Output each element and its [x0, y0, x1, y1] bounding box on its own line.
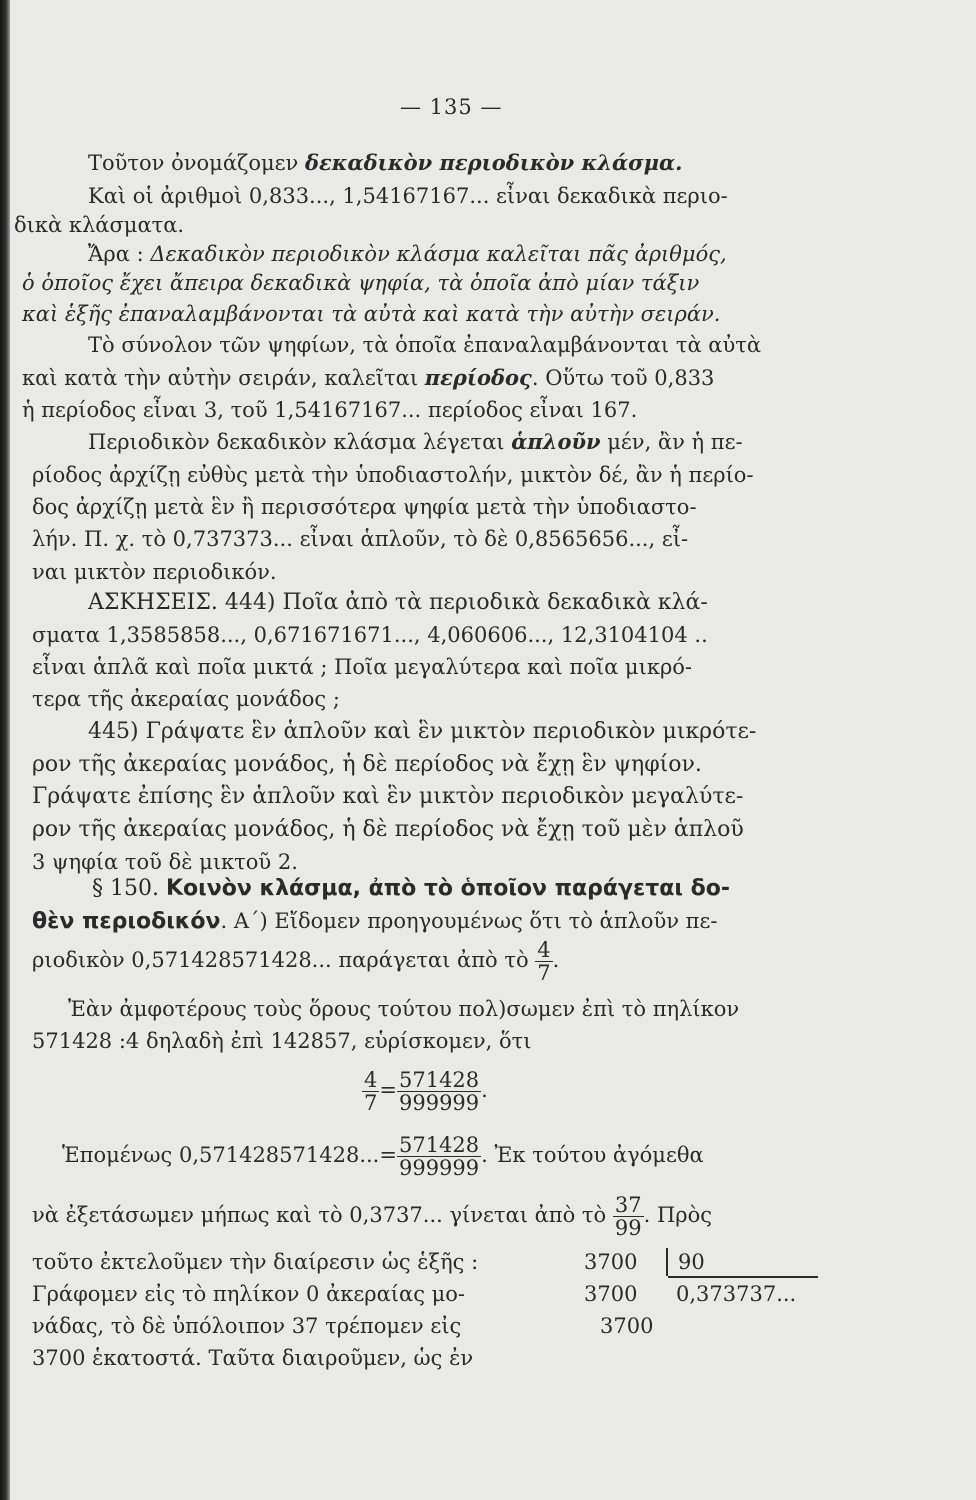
- division-row-2: 3700: [584, 1282, 638, 1306]
- section-heading: [92, 874, 730, 904]
- text-line: Γράφομεν εἰς τὸ πηλίκον 0 ἀκεραίας μο-: [32, 1282, 466, 1306]
- text-span: μέν, ἂν ἡ πε-: [600, 430, 743, 454]
- text-span: . Α΄) Εἴδομεν προηγουμένως ὅτι τὸ ἁπλοῦν πε-: [220, 909, 718, 933]
- text-span: Ἄρα :: [88, 242, 151, 266]
- text-line: τερα τῆς ἀκεραίας μονάδος ;: [32, 687, 340, 711]
- division-row-3: 3700: [600, 1314, 654, 1338]
- text-line: ρον τῆς ἀκεραίας μονάδος, ἡ δὲ περίοδος νὰ ἔχῃ ἓν ψηφίον.: [32, 752, 702, 777]
- text-line: ριοδικὸν 0,571428571428... παράγεται ἀπὸ τὸ $\frac{4}{7}$ .: [32, 938, 560, 985]
- fraction-37-99: $\frac{37}{99}$: [614, 1193, 642, 1240]
- text-line: σματα 1,3585858..., 0,671671671..., 4,060606..., 12,3104104 ..: [32, 623, 708, 647]
- text-line: νάδας, τὸ δὲ ὑπόλοιπον 37 τρέπομεν εἰς: [32, 1314, 462, 1338]
- definition-text: ὁ ὁποῖος ἔχει ἄπειρα δεκαδικὰ ψηφία, τὰ ὁποῖα ἀπὸ μίαν τάξιν: [22, 271, 700, 295]
- text-line: [32, 1185, 712, 1245]
- text-span: . Ἐκ τούτου ἀγόμεθα: [481, 1143, 704, 1167]
- text-span: Περιοδικὸν δεκαδικὸν κλάσμα λέγεται: [88, 430, 512, 454]
- text-line: Τὸ σύνολον τῶν ψηφίων, τὰ ὁποῖα ἐπαναλαμβάνονται τὰ αὐτὰ: [88, 333, 762, 357]
- text-line: Καὶ οἱ ἀριθμοὶ 0,833..., 1,54167167... εἶναι δεκαδικὰ περιο-: [88, 184, 728, 208]
- term-period: περίοδος: [424, 365, 532, 390]
- text-line: ἡ περίοδος εἶναι 3, τοῦ 1,54167167... περίοδος εἶναι 167.: [22, 398, 638, 422]
- fraction-571428-999999: $\frac{571428}{999999}$: [398, 1133, 480, 1180]
- text-line: ρίοδος ἀρχίζῃ εὐθὺς μετὰ τὴν ὑποδιαστολήν, μικτὸν δέ, ἂν ἡ περίο-: [32, 463, 754, 487]
- text-span: ριοδικὸν 0,571428571428... παράγεται ἀπὸ τὸ: [32, 948, 536, 972]
- definition-text: Δεκαδικὸν περιοδικὸν κλάσμα καλεῖται πᾶς ἀριθμός,: [150, 242, 727, 266]
- division-quotient: 0,373737...: [676, 1282, 797, 1306]
- page-binding-edge: [0, 0, 10, 1500]
- fraction-right: $\frac{571428}{999999}$: [398, 1068, 480, 1115]
- text-line: Γράψατε ἐπίσης ἓν ἁπλοῦν καὶ ἓν μικτὸν περιοδικὸν μεγαλύτε-: [32, 784, 744, 809]
- text-line: δικὰ κλάσματα.: [14, 213, 185, 237]
- book-page: [10, 0, 976, 1500]
- section-title: θὲν περιοδικόν: [32, 909, 221, 934]
- equals-sign: =: [379, 1078, 397, 1102]
- division-bracket: [666, 1248, 668, 1276]
- text-line: 3 ψηφία τοῦ δὲ μικτοῦ 2.: [32, 850, 298, 874]
- text-line: ρον τῆς ἀκεραίας μονάδος, ἡ δὲ περίοδος νὰ ἔχῃ τοῦ μὲν ἁπλοῦ: [32, 817, 744, 842]
- text-span: Ἑπομένως 0,571428571428...=: [62, 1143, 397, 1167]
- text-line: [88, 427, 743, 457]
- definition-line: [88, 239, 727, 269]
- text-span: . Πρὸς: [643, 1203, 713, 1227]
- text-line: 3700 ἑκατοστά. Ταῦτα διαιροῦμεν, ὡς ἐν: [32, 1346, 474, 1370]
- section-title: Κοινὸν κλάσμα, ἀπὸ τὸ ὁποῖον παράγεται δο-: [165, 876, 731, 901]
- text-line: εἶναι ἁπλᾶ καὶ ποῖα μικτά ; Ποῖα μεγαλύτερα καὶ ποῖα μικρό-: [32, 655, 693, 679]
- exercises-heading: ΑΣΚΗΣΕΙΣ. 444) Ποῖα ἀπὸ τὰ περιοδικὰ δεκαδικὰ κλά-: [88, 590, 708, 615]
- division-divisor: 90: [678, 1250, 705, 1274]
- text-line: ναι μικτὸν περιοδικόν.: [32, 560, 277, 584]
- page-number: — 135 —: [400, 95, 503, 119]
- text-line: λήν. Π. χ. τὸ 0,737373... εἶναι ἁπλοῦν, τὸ δὲ 0,8565656..., εἶ-: [32, 527, 689, 551]
- text-line: δος ἀρχίζῃ μετὰ ἓν ἢ περισσότερα ψηφία μετὰ τὴν ὑποδιαστο-: [32, 495, 697, 519]
- text-line: τοῦτο ἐκτελοῦμεν τὴν διαίρεσιν ὡς ἑξῆς :: [32, 1250, 479, 1274]
- definition-text: καὶ ἑξῆς ἐπαναλαμβάνονται τὰ αὐτὰ καὶ κατὰ τὴν αὐτὴν σειράν.: [22, 302, 721, 326]
- text-line: 571428 :4 δηλαδὴ ἐπὶ 142857, εὑρίσκομεν, ὅτι: [32, 1029, 532, 1053]
- text-span: καὶ κατὰ τὴν αὐτὴν σειράν, καλεῖται: [22, 366, 425, 390]
- fraction-left: $\frac{4}{7}$: [364, 1068, 378, 1115]
- text-span: . Οὕτω τοῦ 0,833: [531, 366, 715, 390]
- text-line: [22, 363, 714, 393]
- term-simple: ἁπλοῦν: [511, 429, 601, 454]
- fraction-4-7: $\frac{4}{7}$: [537, 938, 551, 985]
- text-span: νὰ ἐξετάσωμεν μήπως καὶ τὸ 0,3737... γίνεται ἀπὸ τὸ: [32, 1203, 613, 1227]
- equation: $\frac{4}{7}$ = $\frac{571428}{999999}$ .: [364, 1068, 488, 1115]
- division-dividend: 3700: [584, 1250, 638, 1274]
- text-line: [88, 148, 683, 178]
- section-number: § 150.: [92, 876, 166, 901]
- division-rule: [668, 1276, 818, 1278]
- text-span: Τοῦτον ὀνομάζομεν: [88, 151, 305, 175]
- text-line: [62, 1125, 704, 1185]
- definition-line: [22, 268, 699, 298]
- term-periodic-fraction: δεκαδικὸν περιοδικὸν κλάσμα.: [305, 150, 683, 175]
- text-line: Ἐὰν ἀμφοτέρους τοὺς ὅρους τούτου πολ)σωμεν ἐπὶ τὸ πηλίκον: [68, 997, 740, 1021]
- definition-line: [22, 299, 720, 329]
- text-line: [32, 906, 717, 937]
- exercise-445: 445) Γράψατε ἓν ἁπλοῦν καὶ ἓν μικτὸν περιοδικὸν μικρότε-: [88, 719, 757, 744]
